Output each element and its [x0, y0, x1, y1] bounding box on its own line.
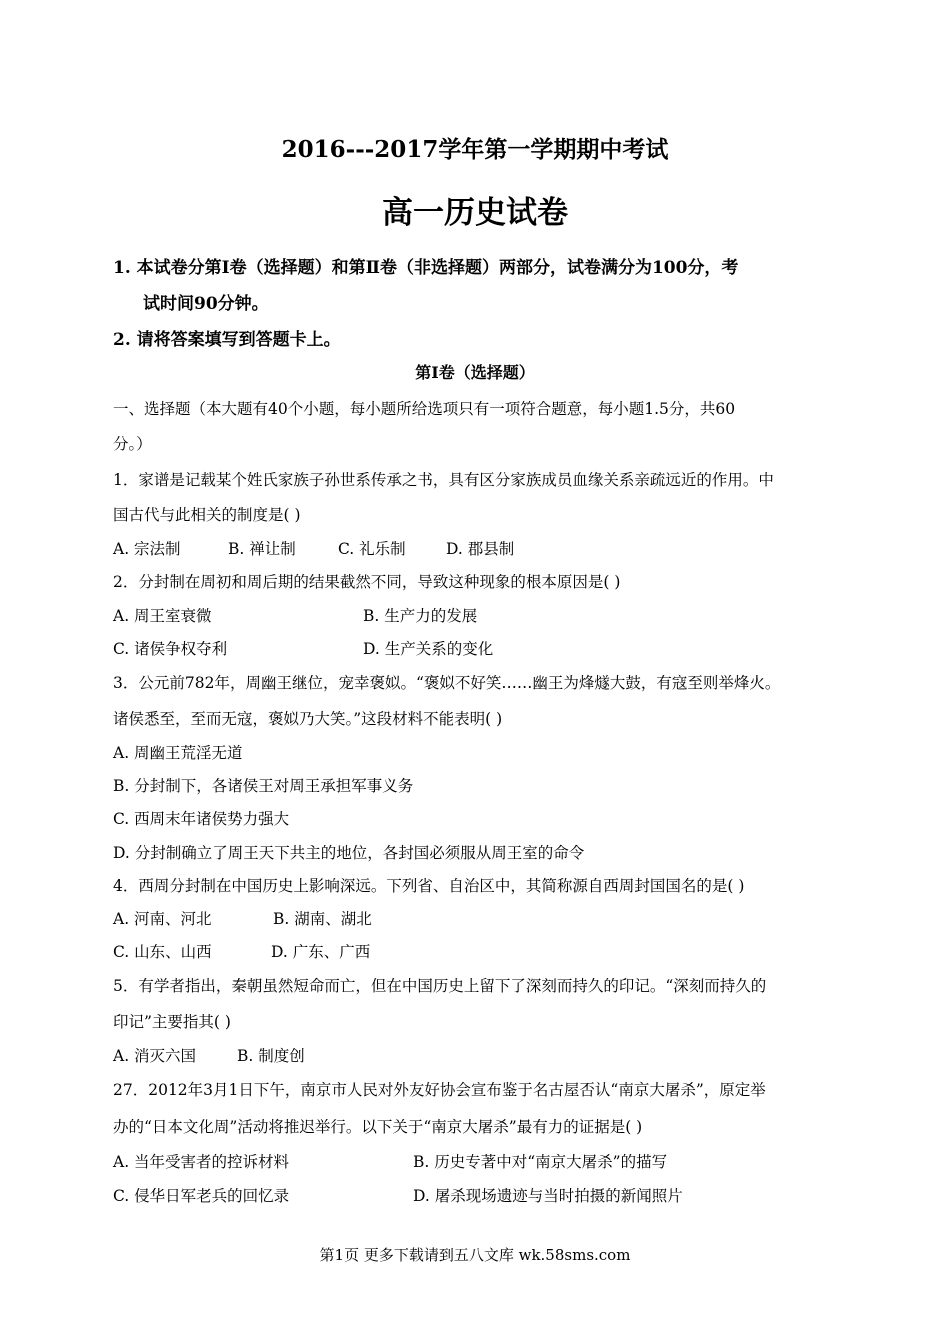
- q4-option-d: D. 广东、广西: [271, 943, 371, 961]
- instruction-line-1: 一、选择题（本大题有40个小题，每小题所给选项只有一项符合题意，每小题1.5分，共60: [113, 400, 736, 418]
- exam-title: 2016---2017学年第一学期期中考试: [281, 136, 669, 163]
- q3-option-d: D. 分封制确立了周王天下共主的地位，各封国必须服从周王室的命令: [113, 844, 585, 862]
- q3-option-a: A. 周幽王荒淫无道: [113, 744, 243, 762]
- q1-option-c: C. 礼乐制: [338, 540, 406, 558]
- q1-option-b: B. 禅让制: [228, 540, 296, 558]
- note-2: 2. 请将答案填写到答题卡上。: [113, 330, 341, 350]
- q2-option-a: A. 周王室衰微: [113, 607, 212, 625]
- note-1-line-2: 试时间90分钟。: [143, 294, 269, 314]
- q1-option-a: A. 宗法制: [113, 540, 181, 558]
- section-title: 第Ⅰ卷（选择题）: [415, 363, 535, 382]
- q5-option-a: A. 消灭六国: [113, 1047, 197, 1065]
- q27-option-d: D. 屠杀现场遗迹与当时拍摄的新闻照片: [413, 1187, 683, 1205]
- q27-option-b: B. 历史专著中对“南京大屠杀”的描写: [413, 1153, 668, 1171]
- q4-stem: 4．西周分封制在中国历史上影响深远。下列省、自治区中，其简称源自西周封国国名的是( ): [113, 877, 745, 895]
- q1-stem-line-1: 1．家谱是记载某个姓氏家族子孙世系传承之书，具有区分家族成员血缘关系亲疏远近的作用。中: [113, 471, 774, 489]
- q2-option-b: B. 生产力的发展: [363, 607, 478, 625]
- q2-option-c: C. 诸侯争权夺利: [113, 640, 228, 658]
- q27-stem-line-1: 27．2012年3月1日下午，南京市人民对外友好协会宣布鉴于名古屋否认“南京大屠杀”，原定举: [113, 1081, 766, 1099]
- q4-option-a: A. 河南、河北: [113, 910, 212, 928]
- q2-option-d: D. 生产关系的变化: [363, 640, 494, 658]
- q27-option-c: C. 侵华日军老兵的回忆录: [113, 1187, 290, 1205]
- page-footer: 第1页 更多下载请到五八文库 wk.58sms.com: [319, 1246, 631, 1264]
- q1-stem-line-2: 国古代与此相关的制度是( ): [113, 506, 301, 524]
- q4-option-c: C. 山东、山西: [113, 943, 212, 961]
- q3-stem-line-1: 3．公元前782年，周幽王继位，宠幸褒姒。“褒姒不好笑……幽王为烽燧大鼓，有寇至则举烽火。: [113, 674, 781, 692]
- q1-option-d: D. 郡县制: [446, 540, 515, 558]
- exam-subtitle: 高一历史试卷: [382, 195, 568, 231]
- q3-stem-line-2: 诸侯悉至，至而无寇，褒姒乃大笑。”这段材料不能表明( ): [113, 710, 503, 728]
- q5-option-b: B. 制度创: [237, 1047, 305, 1065]
- q4-option-b: B. 湖南、湖北: [273, 910, 372, 928]
- q3-option-b: B. 分封制下，各诸侯王对周王承担军事义务: [113, 777, 414, 795]
- q3-option-c: C. 西周末年诸侯势力强大: [113, 810, 290, 828]
- q5-stem-line-1: 5．有学者指出，秦朝虽然短命而亡，但在中国历史上留下了深刻而持久的印记。“深刻而持久的: [113, 977, 767, 995]
- q2-stem: 2．分封制在周初和周后期的结果截然不同，导致这种现象的根本原因是( ): [113, 573, 621, 591]
- q27-option-a: A. 当年受害者的控诉材料: [113, 1153, 290, 1171]
- note-1-line-1: 1. 本试卷分第Ⅰ卷（选择题）和第Ⅱ卷（非选择题）两部分，试卷满分为100分，考: [113, 258, 739, 278]
- instruction-line-2: 分。）: [113, 435, 152, 453]
- q5-stem-line-2: 印记”主要指其( ): [113, 1013, 231, 1031]
- q27-stem-line-2: 办的“日本文化周”活动将推迟举行。以下关于“南京大屠杀”最有力的证据是( ): [113, 1118, 643, 1136]
